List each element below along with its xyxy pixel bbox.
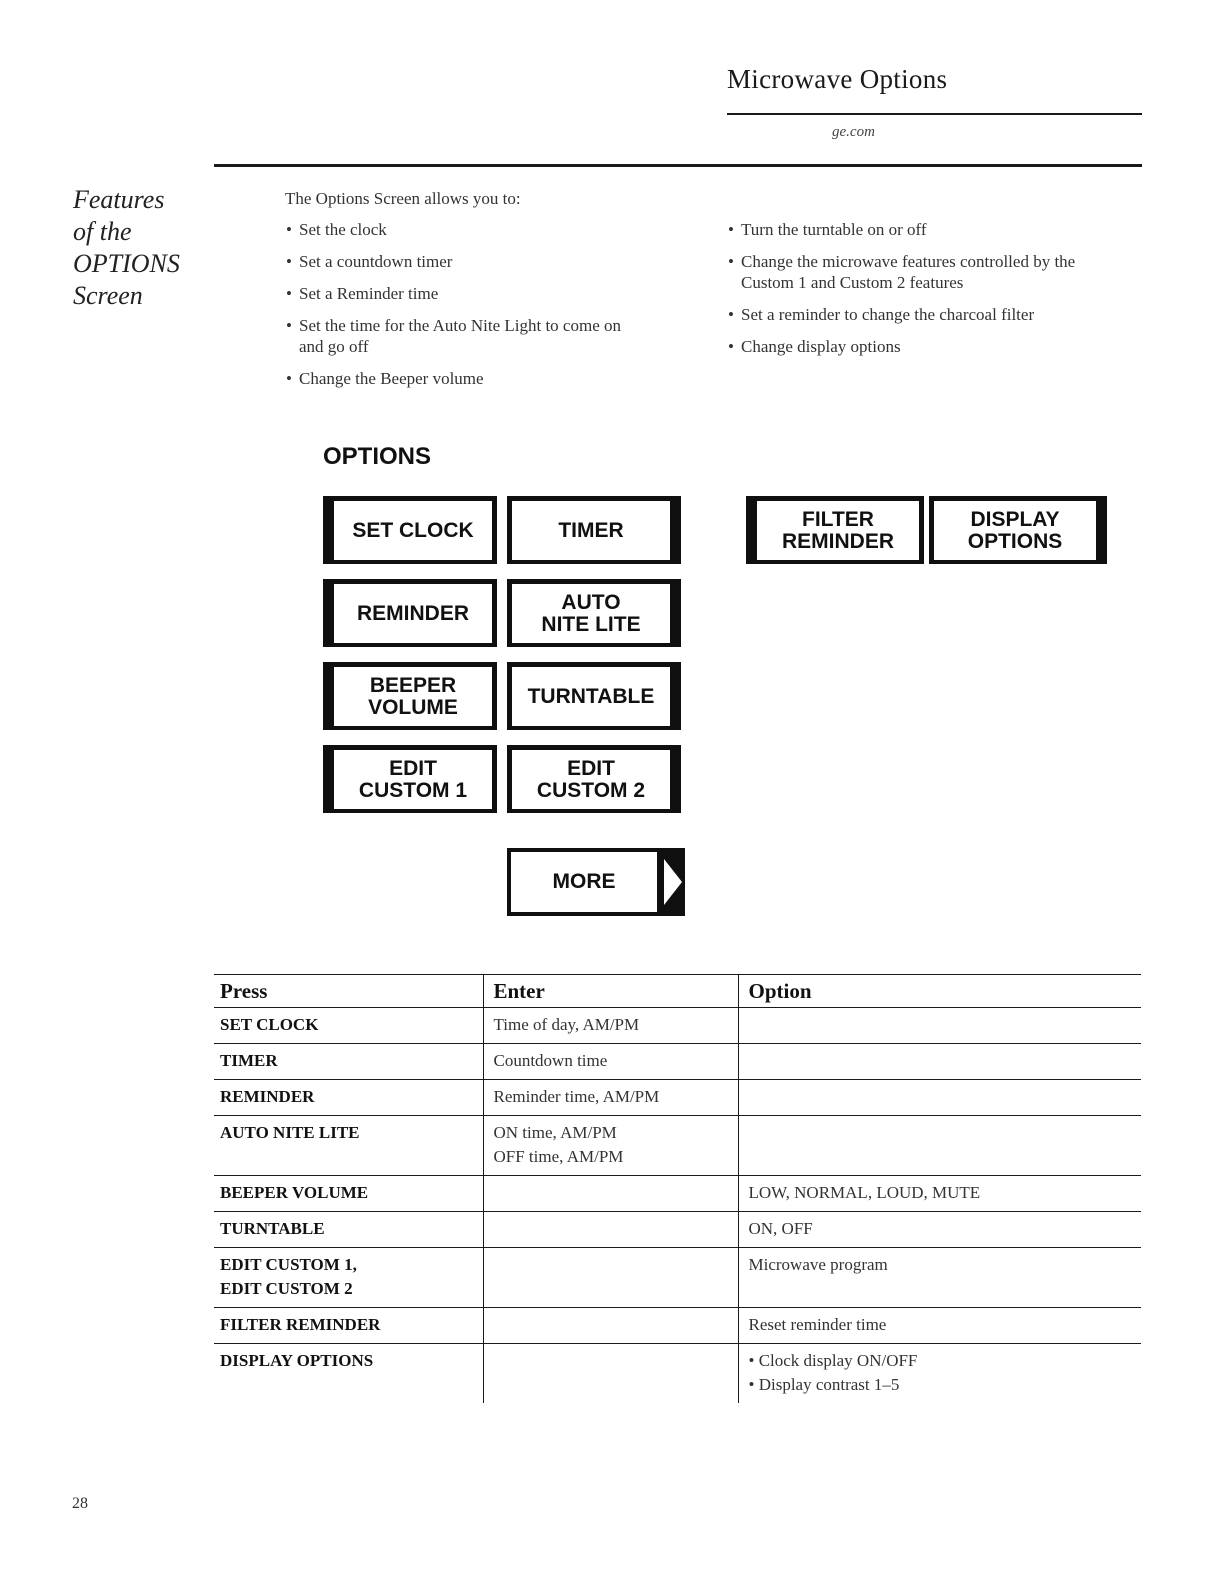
list-item	[285, 283, 705, 304]
table-row	[214, 1008, 1141, 1044]
bullet-icon: •	[286, 284, 292, 303]
header-rule-short	[727, 113, 1142, 115]
beeper-volume-button-label: BEEPER VOLUME	[334, 667, 492, 726]
page-number: 28	[72, 1495, 88, 1512]
enter-cell: Reminder time, AM/PM	[483, 1080, 738, 1116]
turntable-button[interactable]	[507, 662, 681, 730]
option-cell: • Clock display ON/OFF • Display contrast 1–5	[738, 1344, 1141, 1404]
enter-cell: Time of day, AM/PM	[483, 1008, 738, 1044]
table-row	[214, 1116, 1141, 1176]
press-cell: DISPLAY OPTIONS	[220, 1351, 374, 1370]
auto-nite-lite-button[interactable]	[507, 579, 681, 647]
bullet-icon: •	[286, 316, 292, 335]
turntable-button-label: TURNTABLE	[512, 667, 670, 726]
edit-custom-2-button-label: EDIT CUSTOM 2	[512, 750, 670, 809]
list-item-text: Turn the turntable on or off	[741, 220, 927, 239]
list-item-text: Set the time for the Auto Nite Light to come on and go off	[299, 316, 621, 356]
options-table	[214, 974, 1141, 1403]
table-header-row	[214, 975, 1141, 1008]
column-header-option: Option	[738, 975, 1141, 1008]
enter-cell	[483, 1308, 738, 1344]
table-row	[214, 1212, 1141, 1248]
site-url: ge.com	[832, 124, 875, 140]
list-item	[727, 336, 1147, 357]
list-item	[285, 315, 639, 357]
side-heading	[73, 184, 180, 312]
list-item-text: Set a Reminder time	[299, 284, 439, 303]
option-cell	[738, 1080, 1141, 1116]
reminder-button[interactable]	[323, 579, 497, 647]
option-cell: LOW, NORMAL, LOUD, MUTE	[738, 1176, 1141, 1212]
side-heading-line-3: OPTIONS	[73, 249, 180, 278]
press-cell: BEEPER VOLUME	[214, 1176, 483, 1212]
edit-custom-1-button-label: EDIT CUSTOM 1	[334, 750, 492, 809]
option-cell	[738, 1116, 1141, 1176]
option-cell: ON, OFF	[738, 1212, 1141, 1248]
intro-text: The Options Screen allows you to:	[285, 189, 521, 208]
table-row	[214, 1044, 1141, 1080]
bullet-icon: •	[286, 220, 292, 239]
bullet-icon: •	[286, 252, 292, 271]
set-clock-button-label: SET CLOCK	[334, 501, 492, 560]
press-cell: TIMER	[214, 1044, 483, 1080]
more-button-label: MORE	[511, 852, 657, 912]
list-item	[285, 368, 705, 389]
option-cell: Reset reminder time	[738, 1308, 1141, 1344]
list-item-text: Set a reminder to change the charcoal filter	[741, 305, 1035, 324]
bullet-icon: •	[728, 305, 734, 324]
press-cell: EDIT CUSTOM 1, EDIT CUSTOM 2	[214, 1248, 483, 1308]
filter-reminder-button[interactable]	[746, 496, 924, 564]
list-item	[285, 219, 705, 240]
edit-custom-2-button[interactable]	[507, 745, 681, 813]
list-item-text: Set a countdown timer	[299, 252, 453, 271]
list-item-text: Change display options	[741, 337, 901, 356]
list-item-text: Change the Beeper volume	[299, 369, 484, 388]
press-cell: REMINDER	[214, 1080, 483, 1116]
filter-reminder-button-label: FILTER REMINDER	[757, 501, 919, 560]
side-heading-line-2: of the	[73, 217, 132, 246]
list-item	[727, 304, 1147, 325]
enter-cell	[483, 1344, 738, 1404]
auto-nite-lite-button-label: AUTO NITE LITE	[512, 584, 670, 643]
column-header-press: Press	[214, 975, 483, 1008]
header-rule-long	[214, 164, 1142, 167]
press-cell: SET CLOCK	[214, 1008, 483, 1044]
set-clock-button[interactable]	[323, 496, 497, 564]
reminder-button-label: REMINDER	[334, 584, 492, 643]
press-cell: AUTO NITE LITE	[214, 1116, 483, 1176]
arrow-right-icon	[664, 859, 682, 905]
display-options-button[interactable]	[929, 496, 1107, 564]
option-cell: Microwave program	[738, 1248, 1141, 1308]
enter-cell: ON time, AM/PM OFF time, AM/PM	[483, 1116, 738, 1176]
feature-list-right	[727, 219, 1147, 368]
enter-cell	[483, 1248, 738, 1308]
enter-cell	[483, 1176, 738, 1212]
table-row	[214, 1344, 1141, 1404]
feature-list-left	[285, 219, 705, 400]
table-row	[214, 1248, 1141, 1308]
enter-cell	[483, 1212, 738, 1248]
list-item-text: Change the microwave features controlled by the Custom 1 and Custom 2 features	[741, 252, 1076, 292]
side-heading-line-4: Screen	[73, 281, 143, 310]
press-cell: FILTER REMINDER	[214, 1308, 483, 1344]
bullet-icon: •	[728, 337, 734, 356]
column-header-enter: Enter	[483, 975, 738, 1008]
bullet-icon: •	[286, 369, 292, 388]
section-title: Microwave Options	[727, 64, 948, 94]
list-item	[727, 251, 1131, 293]
display-options-button-label: DISPLAY OPTIONS	[934, 501, 1096, 560]
bullet-icon: •	[728, 252, 734, 271]
beeper-volume-button[interactable]	[323, 662, 497, 730]
list-item	[727, 219, 1147, 240]
table-row	[214, 1080, 1141, 1116]
more-button[interactable]	[507, 848, 685, 916]
enter-cell: Countdown time	[483, 1044, 738, 1080]
option-cell	[738, 1044, 1141, 1080]
timer-button-label: TIMER	[512, 501, 670, 560]
side-heading-line-1: Features	[73, 185, 165, 214]
edit-custom-1-button[interactable]	[323, 745, 497, 813]
options-screen-title: OPTIONS	[323, 443, 432, 470]
table-row	[214, 1176, 1141, 1212]
list-item	[285, 251, 705, 272]
timer-button[interactable]	[507, 496, 681, 564]
list-item-text: Set the clock	[299, 220, 387, 239]
press-cell: TURNTABLE	[214, 1212, 483, 1248]
table-row	[214, 1308, 1141, 1344]
option-cell	[738, 1008, 1141, 1044]
bullet-icon: •	[728, 220, 734, 239]
